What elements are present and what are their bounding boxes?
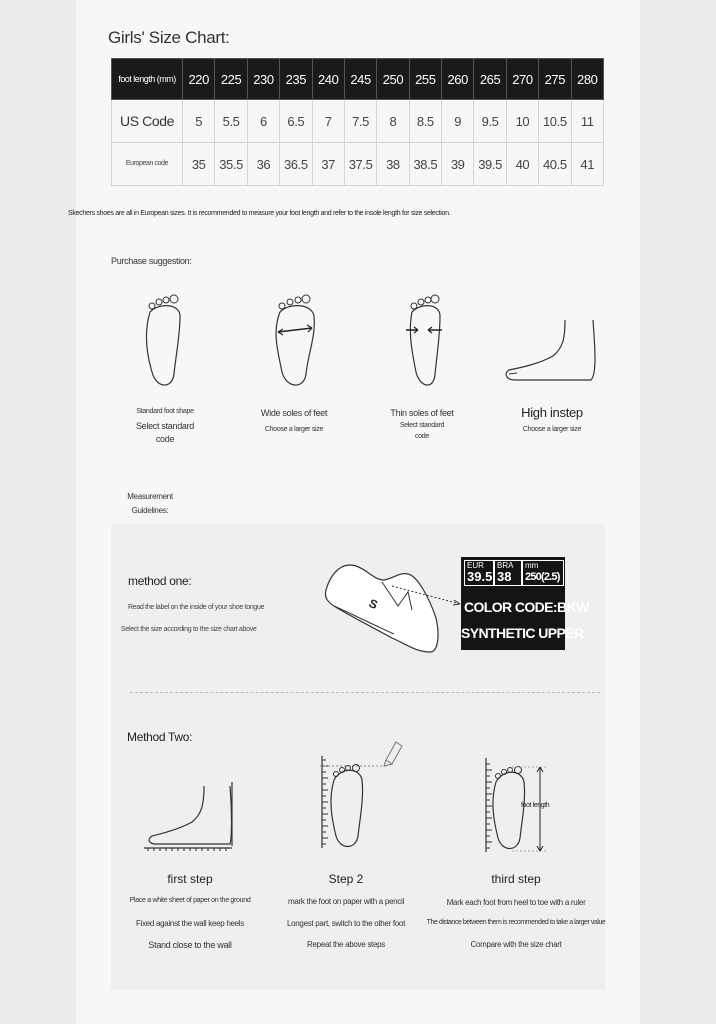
guidelines-heading-line2: Guidelines:	[131, 506, 169, 515]
table-cell: 38.5	[409, 143, 441, 186]
wide-foot-icon	[272, 292, 322, 392]
table-cell: 35.5	[215, 143, 247, 186]
purchase-item-thin-line2: code	[415, 433, 429, 440]
table-cell: 39.5	[474, 143, 506, 186]
label-eur-header: EUR	[467, 561, 484, 570]
table-cell: 41	[571, 143, 604, 186]
step-3-title: third step	[491, 872, 541, 886]
table-row-us	[112, 100, 604, 143]
purchase-item-high-instep-title: High instep	[521, 405, 583, 420]
header-cell: 260	[442, 59, 474, 100]
table-cell: 5.5	[215, 100, 247, 143]
standard-foot-icon	[140, 292, 190, 392]
header-cell: 275	[539, 59, 571, 100]
step-1-line1: Place a white sheet of paper on the ground	[129, 897, 251, 904]
step-3-line1: Mark each foot from heel to toe with a ruler	[446, 898, 586, 907]
step-3-line3: Compare with the size chart	[470, 940, 562, 949]
purchase-item-standard-title: Standard foot shape	[136, 408, 194, 415]
shoe-tongue-label	[461, 557, 589, 650]
header-cell: 245	[344, 59, 376, 100]
label-mm-value: 250(2.5)	[525, 571, 560, 583]
row-label-european: European code	[112, 143, 183, 186]
table-cell: 11	[571, 100, 604, 143]
table-cell: 8	[377, 100, 409, 143]
high-instep-foot-icon	[505, 318, 597, 384]
purchase-item-standard-line1: Select standard	[135, 421, 195, 431]
step-3-line2: The distance between them is recommended to take a larger value	[426, 919, 606, 926]
purchase-item-wide-title: Wide soles of feet	[260, 408, 328, 418]
header-cell: 270	[506, 59, 538, 100]
section-divider	[130, 692, 600, 693]
table-header-row	[112, 59, 604, 100]
method-two-title: Method Two:	[127, 730, 193, 744]
size-chart-table	[111, 58, 604, 186]
header-cell: 235	[280, 59, 312, 100]
guidelines-heading-line1: Measurement	[127, 492, 173, 501]
table-cell: 8.5	[409, 100, 441, 143]
header-cell: 255	[409, 59, 441, 100]
label-upper: SYNTHETIC UPPER	[461, 625, 584, 641]
table-cell: 37	[312, 143, 344, 186]
table-row-european	[112, 143, 604, 186]
purchase-item-standard-line2: code	[155, 434, 175, 444]
table-cell: 7	[312, 100, 344, 143]
table-cell: 40	[506, 143, 538, 186]
method-one-line1: Read the label on the inside of your shoe tongue	[128, 604, 265, 611]
foot-with-pencil-icon	[318, 740, 404, 852]
step-1-line2: Fixed against the wall keep heels	[136, 919, 244, 928]
method-one-title: method one:	[128, 574, 192, 588]
label-color-code: COLOR CODE:BKW	[464, 599, 589, 615]
label-eur-value: 39.5	[467, 569, 493, 584]
table-cell: 39	[442, 143, 474, 186]
table-cell: 38	[377, 143, 409, 186]
label-bra-value: 38	[497, 569, 512, 584]
sneaker-icon	[322, 560, 442, 656]
table-cell: 35	[183, 143, 215, 186]
table-cell: 6	[247, 100, 279, 143]
size-note: Skechers shoes are all in European sizes. It is recommended to measure your foot length and refer to the insole length for size selection.	[68, 210, 451, 217]
step-2-line2: Longest part, switch to the other foot	[286, 919, 405, 928]
header-cell: 280	[571, 59, 604, 100]
label-bra-cell	[494, 560, 522, 586]
foot-against-wall-icon	[144, 780, 236, 854]
svg-text:S: S	[366, 596, 380, 613]
purchase-item-thin-line1: Select standard	[399, 422, 445, 429]
table-cell: 10.5	[539, 100, 571, 143]
table-cell: 9	[442, 100, 474, 143]
table-cell: 37.5	[344, 143, 376, 186]
table-cell: 9.5	[474, 100, 506, 143]
table-cell: 5	[183, 100, 215, 143]
header-cell: 220	[183, 59, 215, 100]
table-cell: 40.5	[539, 143, 571, 186]
header-cell: 230	[247, 59, 279, 100]
label-mm-header: mm	[525, 561, 539, 570]
label-eur-cell	[464, 560, 494, 586]
table-cell: 10	[506, 100, 538, 143]
step-2-title: Step 2	[328, 872, 364, 886]
table-cell: 36	[247, 143, 279, 186]
label-mm-cell	[522, 560, 564, 586]
header-cell: 240	[312, 59, 344, 100]
header-label: foot length (mm)	[112, 59, 183, 100]
step-1-title: first step	[167, 872, 213, 886]
method-one-line2: Select the size according to the size chart above	[121, 626, 257, 633]
purchase-item-high-instep-line1: Choose a larger size	[522, 426, 582, 433]
page-title: Girls' Size Chart:	[108, 28, 230, 47]
step-2-line1: mark the foot on paper with a pencil	[288, 897, 404, 906]
header-cell: 225	[215, 59, 247, 100]
step-2-line3: Repeat the above steps	[307, 940, 385, 949]
purchase-item-wide-line1: Choose a larger size	[264, 426, 324, 433]
label-bra-header: BRA	[497, 561, 514, 570]
purchase-item-thin-title: Thin soles of feet	[390, 408, 454, 418]
row-label-us: US Code	[112, 100, 183, 143]
step-1-line3: Stand close to the wall	[148, 940, 232, 950]
table-cell: 36.5	[280, 143, 312, 186]
table-cell: 7.5	[344, 100, 376, 143]
thin-foot-icon	[402, 292, 452, 392]
header-cell: 250	[377, 59, 409, 100]
header-cell: 265	[474, 59, 506, 100]
purchase-heading: Purchase suggestion:	[111, 256, 192, 266]
foot-length-label: foot length	[521, 802, 550, 809]
table-cell: 6.5	[280, 100, 312, 143]
